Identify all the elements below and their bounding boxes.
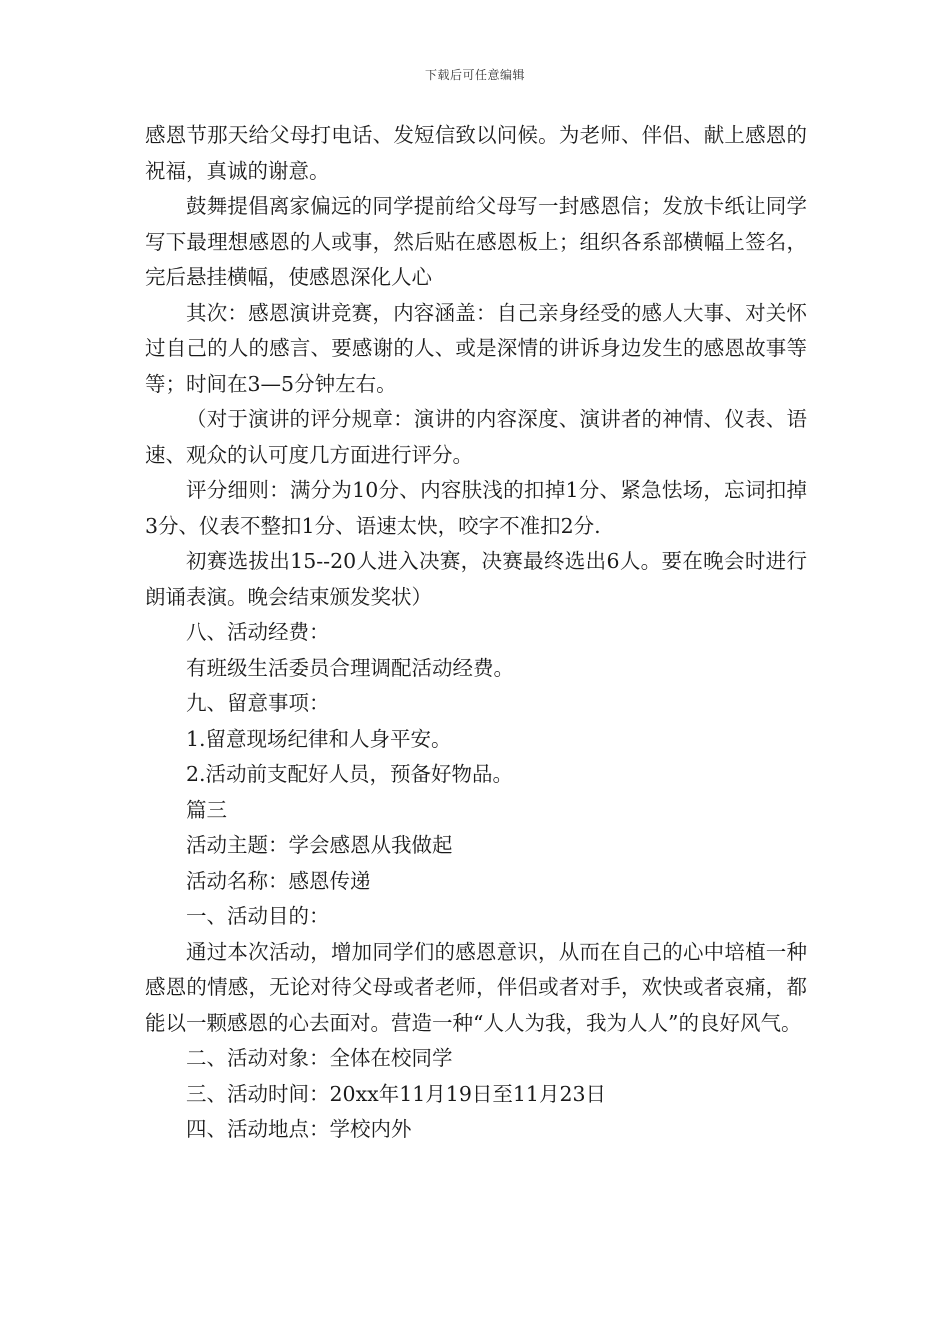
paragraph: 通过本次活动，增加同学们的感恩意识，从而在自己的心中培植一种感恩的情感，无论对待父母或者老师，伴侣或者对手，欢快或者哀痛，都能以一颗感恩的心去面对。营造一种“人人为我，我为人人”的良好风气。 bbox=[145, 939, 807, 1035]
paragraph: 四、活动地点：学校内外 bbox=[186, 1117, 412, 1141]
paragraph: 感恩节那天给父母打电话、发短信致以问候。为老师、伴侣、献上感恩的祝福，真诚的谢意。 bbox=[145, 123, 807, 183]
paragraph: 九、留意事项： bbox=[186, 691, 330, 715]
paragraph: 初赛选拔出15--20人进入决赛，决赛最终选出6人。要在晚会时进行朗诵表演。晚会结束颁发奖状） bbox=[145, 549, 807, 609]
paragraph: 评分细则：满分为10分、内容肤浅的扣掉1分、紧急怯场，忘词扣掉3分、仪表不整扣1分、语速太快，咬字不准扣2分. bbox=[145, 478, 807, 538]
paragraph: 活动主题：学会感恩从我做起 bbox=[186, 833, 453, 857]
paragraph: （对于演讲的评分规章：演讲的内容深度、演讲者的神情、仪表、语速、观众的认可度几方面进行评分。 bbox=[145, 407, 807, 467]
paragraph: 活动名称：感恩传递 bbox=[186, 868, 371, 893]
paragraph: 有班级生活委员合理调配活动经费。 bbox=[186, 655, 514, 680]
paragraph: 1.留意现场纪律和人身平安。 bbox=[186, 726, 452, 751]
paragraph: 三、活动时间：20xx年11月19日至11月23日 bbox=[186, 1081, 607, 1106]
page-header: 下载后可任意编辑 bbox=[424, 68, 525, 82]
document-body bbox=[145, 118, 807, 1148]
paragraph: 鼓舞提倡离家偏远的同学提前给父母写一封感恩信；发放卡纸让同学写下最理想感恩的人或事，然后贴在感恩板上；组织各系部横幅上签名，完后悬挂横幅，使感恩深化人心 bbox=[145, 194, 807, 289]
paragraph: 八、活动经费： bbox=[186, 620, 330, 644]
paragraph: 其次：感恩演讲竞赛，内容涵盖：自己亲身经受的感人大事、对关怀过自己的人的感言、要感谢的人、或是深情的讲诉身边发生的感恩故事等等；时间在3—5分钟左右。 bbox=[145, 300, 807, 396]
paragraph: 篇三 bbox=[186, 797, 227, 822]
paragraph: 2.活动前支配好人员，预备好物品。 bbox=[186, 762, 514, 786]
paragraph: 二、活动对象：全体在校同学 bbox=[186, 1046, 453, 1070]
paragraph: 一、活动目的： bbox=[186, 904, 330, 928]
